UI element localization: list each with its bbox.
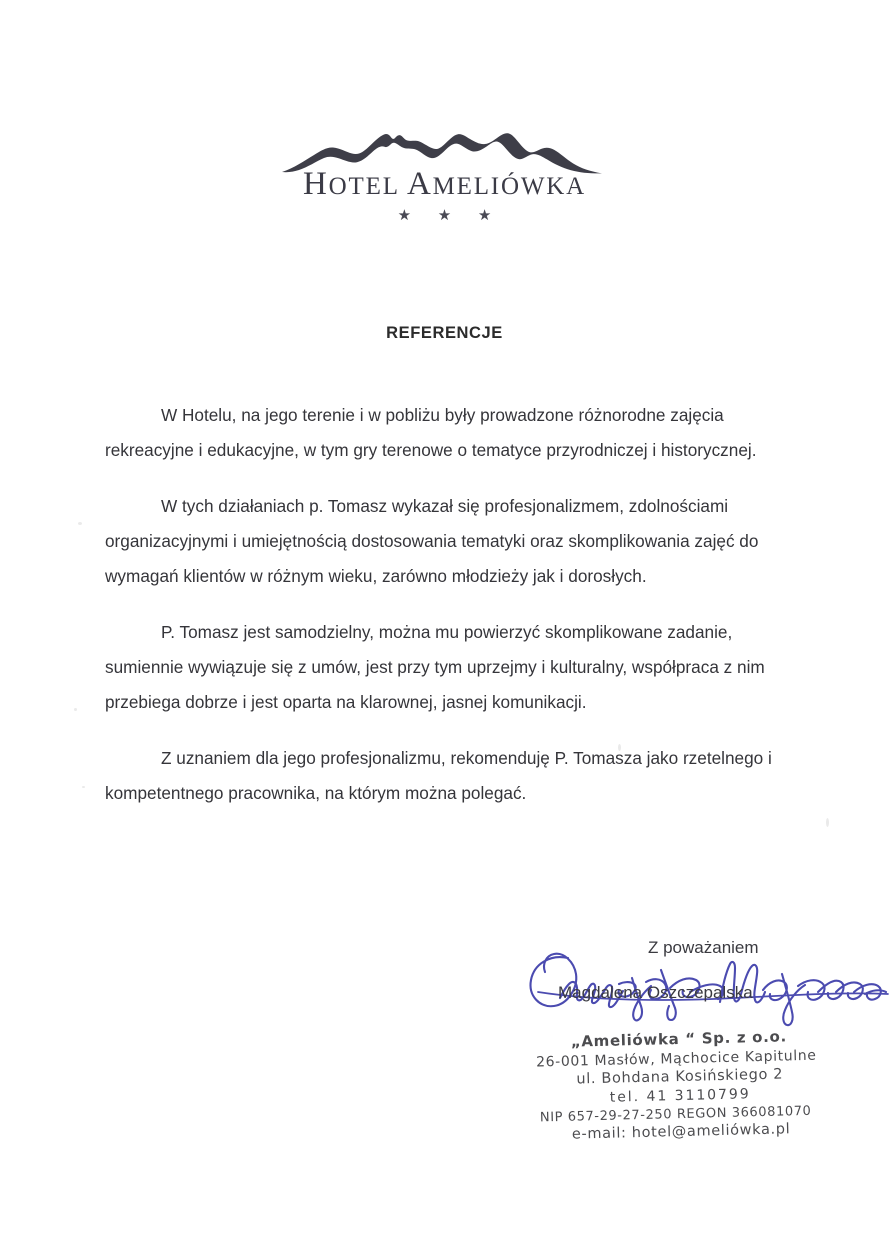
- closing-salutation: Z poważaniem: [648, 938, 759, 957]
- stamp-email: e-mail: hotel@ameliówka.pl: [571, 1121, 791, 1143]
- hotel-wordmark: [303, 168, 586, 201]
- letter-body: [105, 398, 789, 811]
- wordmark-meliowk: MELIÓWK: [432, 173, 567, 200]
- paragraph: W tych działaniach p. Tomasz wykazał się profesjonalizmem, zdolnościami organizacyjnymi i umiejętnością dostosowania tematyki oraz skomplikowania zajęć do wymagań klientów w różnym wieku, zarówno młodzieży jak i dorosłych.: [105, 496, 759, 586]
- stamp-tax-ids: NIP 657-29-27-250 REGON 366081070: [539, 1103, 812, 1126]
- scan-artifact: [82, 786, 85, 788]
- signer-name: Magdalena Oszczepalska: [558, 983, 753, 1002]
- scan-artifact: [826, 818, 829, 827]
- paragraph: P. Tomasz jest samodzielny, można mu powierzyć skomplikowane zadanie, sumiennie wywiązuje się z umów, jest przy tym uprzejmy i kulturalny, współpraca z nim przebiega dobrze i jest oparta na klarownej, jasnej komunikacji.: [105, 622, 765, 712]
- wordmark-space: [399, 173, 407, 200]
- wordmark-otel: OTEL: [328, 173, 399, 200]
- paragraph: W Hotelu, na jego terenie i w pobliżu były prowadzone różnorodne zajęcia rekreacyjne i edukacyjne, w tym gry terenowe o tematyce przyrodniczej i historycznej.: [105, 405, 757, 460]
- scan-artifact: [74, 708, 77, 711]
- wordmark-a-end: A: [566, 173, 586, 200]
- page-title: REFERENCJE: [386, 324, 503, 342]
- stamp-street: ul. Bohdana Kosińskiego 2: [576, 1066, 784, 1088]
- star-rating-icon: ★ ★ ★: [397, 207, 503, 224]
- stamp-address: 26-001 Masłów, Mąchocice Kapitulne: [535, 1047, 817, 1071]
- stamp-phone: tel. 41 3110799: [609, 1086, 751, 1107]
- company-stamp: [529, 1026, 832, 1145]
- stamp-company: „Ameliówka “ Sp. z o.o.: [570, 1027, 788, 1051]
- scan-artifact: [78, 522, 82, 525]
- signature-block: [520, 938, 889, 1033]
- letterhead: [0, 128, 889, 223]
- paragraph: Z uznaniem dla jego profesjonalizmu, rekomenduję P. Tomasza jako rzetelnego i kompetentnego pracownika, na którym można polegać.: [105, 748, 772, 803]
- wordmark-h: H: [303, 166, 329, 202]
- wordmark-a: A: [406, 166, 433, 202]
